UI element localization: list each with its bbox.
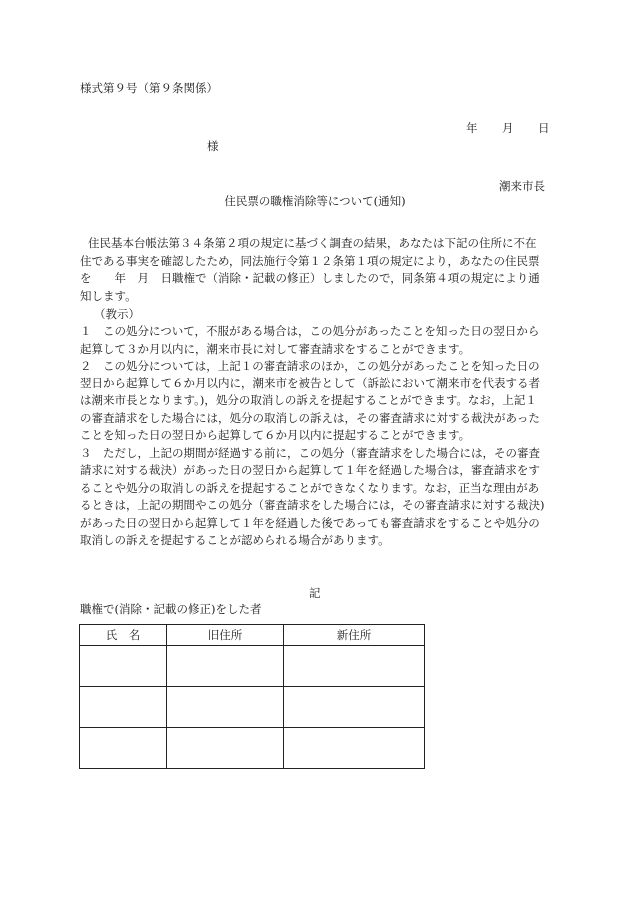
date-year-label: 年 — [466, 121, 478, 135]
record-table — [79, 624, 425, 769]
table-cell — [284, 646, 425, 687]
addressee: 様 — [207, 139, 219, 153]
table-cell — [167, 728, 284, 769]
body-line: があった日の翌日から起算して１年を経過した後であっても審査請求をすることや処分の — [80, 516, 540, 530]
date-line — [466, 120, 550, 136]
body-line: ２ この処分については，上記１の審査請求のほか，この処分があったことを知った日の — [80, 359, 540, 373]
body-line: は潮来市長となります。)，処分の取消しの訴えを提起することができます。なお，上記１ — [80, 393, 537, 407]
table-row — [80, 728, 425, 769]
table-cell — [80, 646, 167, 687]
body-line: ることや処分の取消しの訴えを提起することができなくなります。なお，正当な理由があ — [80, 481, 540, 495]
body-line: （教示） — [94, 307, 140, 321]
table-cell — [167, 687, 284, 728]
column-header-old-address: 旧住所 — [167, 625, 284, 646]
body-line: ３ ただし，上記の期間が経過する前に，この処分（審査請求をした場合には，その審査 — [80, 446, 540, 460]
body-line: ことを知った日の翌日から起算して６か月以内に提起することができます。 — [80, 428, 471, 442]
body-line: 住である事実を確認したため，同法施行令第１２条第１項の規定により，あなたの住民票 — [80, 254, 540, 268]
table-row — [80, 687, 425, 728]
table-cell — [80, 687, 167, 728]
body-line: を 年 月 日職権で（消除・記載の修正）しましたので，同条第４項の規定により通 — [80, 271, 540, 285]
body-line: の審査請求をした場合には，処分の取消しの訴えは，その審査請求に対する裁決があった — [80, 411, 540, 425]
body-line: 起算して３か月以内に，潮来市長に対して審査請求をすることができます。 — [80, 342, 471, 356]
column-header-name: 氏 名 — [80, 625, 167, 646]
body-line: 取消しの訴えを提起することが認められる場合があります。 — [80, 533, 390, 547]
issuer-name: 潮来市長 — [499, 179, 545, 193]
body-line: るときは，上記の期間やこの処分（審査請求をした場合には，その審査請求に対する裁決) — [80, 498, 545, 512]
form-number: 様式第９号（第９条関係） — [80, 81, 218, 95]
body-line: 請求に対する裁決）があった日の翌日から起算して１年を経過した場合は，審査請求をす — [80, 463, 540, 477]
body-line: 翌日から起算して６か月以内に，潮来市を被告として（訴訟において潮来市を代表する者 — [80, 376, 540, 390]
table-cell — [284, 728, 425, 769]
record-caption: 職権で(消除・記載の修正)をした者 — [80, 602, 262, 616]
table-cell — [80, 728, 167, 769]
record-heading: 記 — [309, 586, 321, 600]
body-line: 知します。 — [80, 289, 137, 303]
body-line: １ この処分について，不服がある場合は，この処分があったことを知った日の翌日から — [80, 324, 540, 338]
table-row — [80, 646, 425, 687]
record-table-body — [80, 646, 425, 769]
date-day-label: 日 — [538, 121, 550, 135]
table-cell — [284, 687, 425, 728]
document-title: 住民票の職権消除等について(通知) — [224, 194, 406, 208]
body-line: 住民基本台帳法第３４条第２項の規定に基づく調査の結果，あなたは下記の住所に不在 — [88, 236, 537, 250]
date-month-label: 月 — [502, 121, 514, 135]
table-cell — [167, 646, 284, 687]
record-table-header — [80, 625, 425, 646]
column-header-new-address: 新住所 — [284, 625, 425, 646]
